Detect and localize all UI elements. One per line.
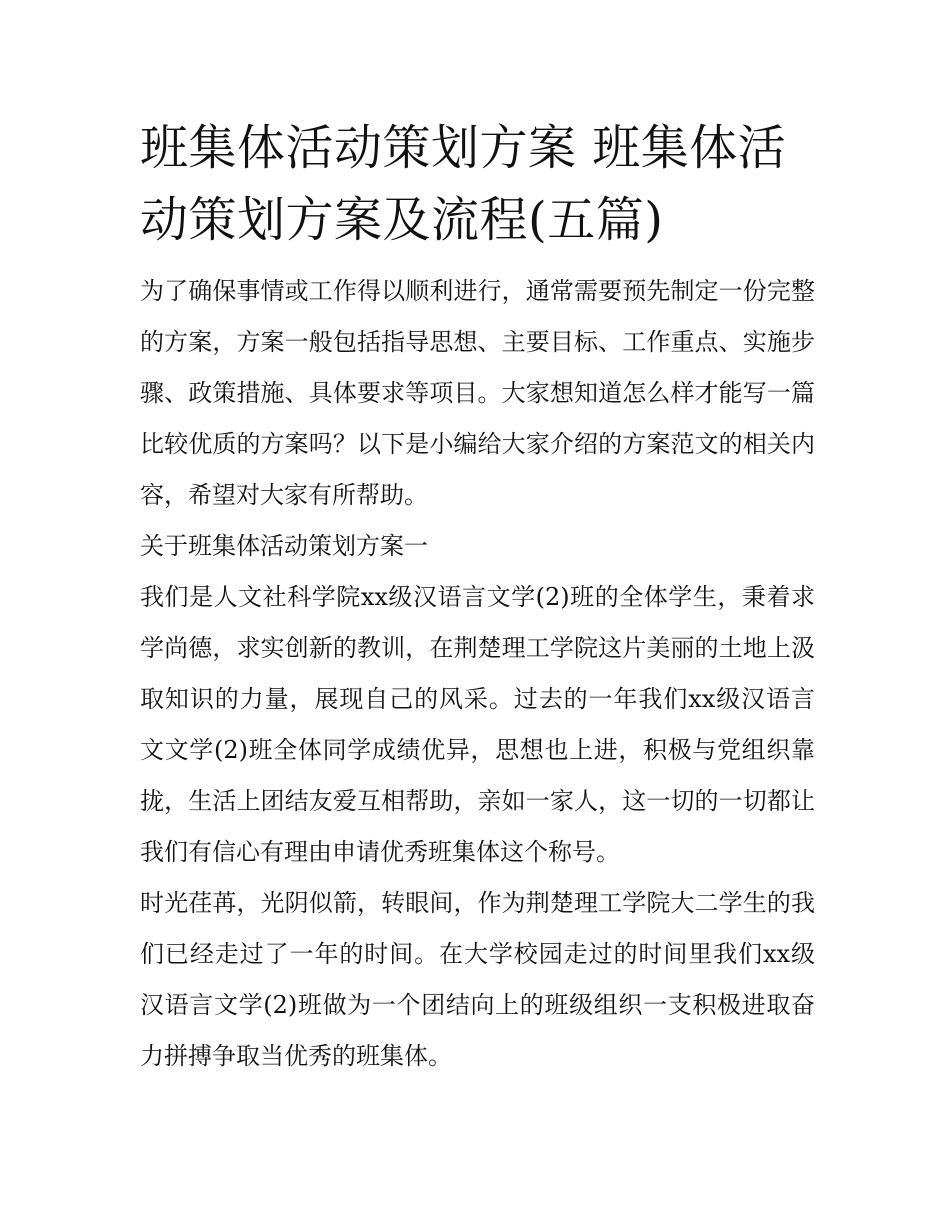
- document-title: 班集体活动策划方案 班集体活动策划方案及流程(五篇): [140, 120, 787, 248]
- intro-paragraph: 为了确保事情或工作得以顺利进行，通常需要预先制定一份完整的方案，方案一般包括指导思想、主要目标、工作重点、实施步骤、政策措施、具体要求等项目。大家想知道怎么样才能写一篇比较优质的方案吗？以下是小编给大家介绍的方案范文的相关内容，希望对大家有所帮助。: [140, 277, 815, 509]
- section-heading: 关于班集体活动策划方案一: [140, 532, 428, 560]
- body-paragraph-2: 时光荏苒，光阴似箭，转眼间，作为荆楚理工学院大二学生的我们已经走过了一年的时间。在大学校园走过的时间里我们xx级汉语言文学(2)班做为一个团结向上的班级组织一支积极进取奋力拼搏争取当优秀的班集体。: [140, 889, 815, 1070]
- document-body: [140, 112, 815, 1082]
- body-paragraph-1: 我们是人文社科学院xx级汉语言文学(2)班的全体学生，秉着求学尚德，求实创新的教训，在荆楚理工学院这片美丽的土地上汲取知识的力量，展现自己的风采。过去的一年我们xx级汉语言文文学(2)班全体同学成绩优异，思想也上进，积极与党组织靠拢，生活上团结友爱互相帮助，亲如一家人，这一切的一切都让我们有信心有理由申请优秀班集体这个称号。: [140, 583, 815, 866]
- title-spacer: [140, 256, 815, 266]
